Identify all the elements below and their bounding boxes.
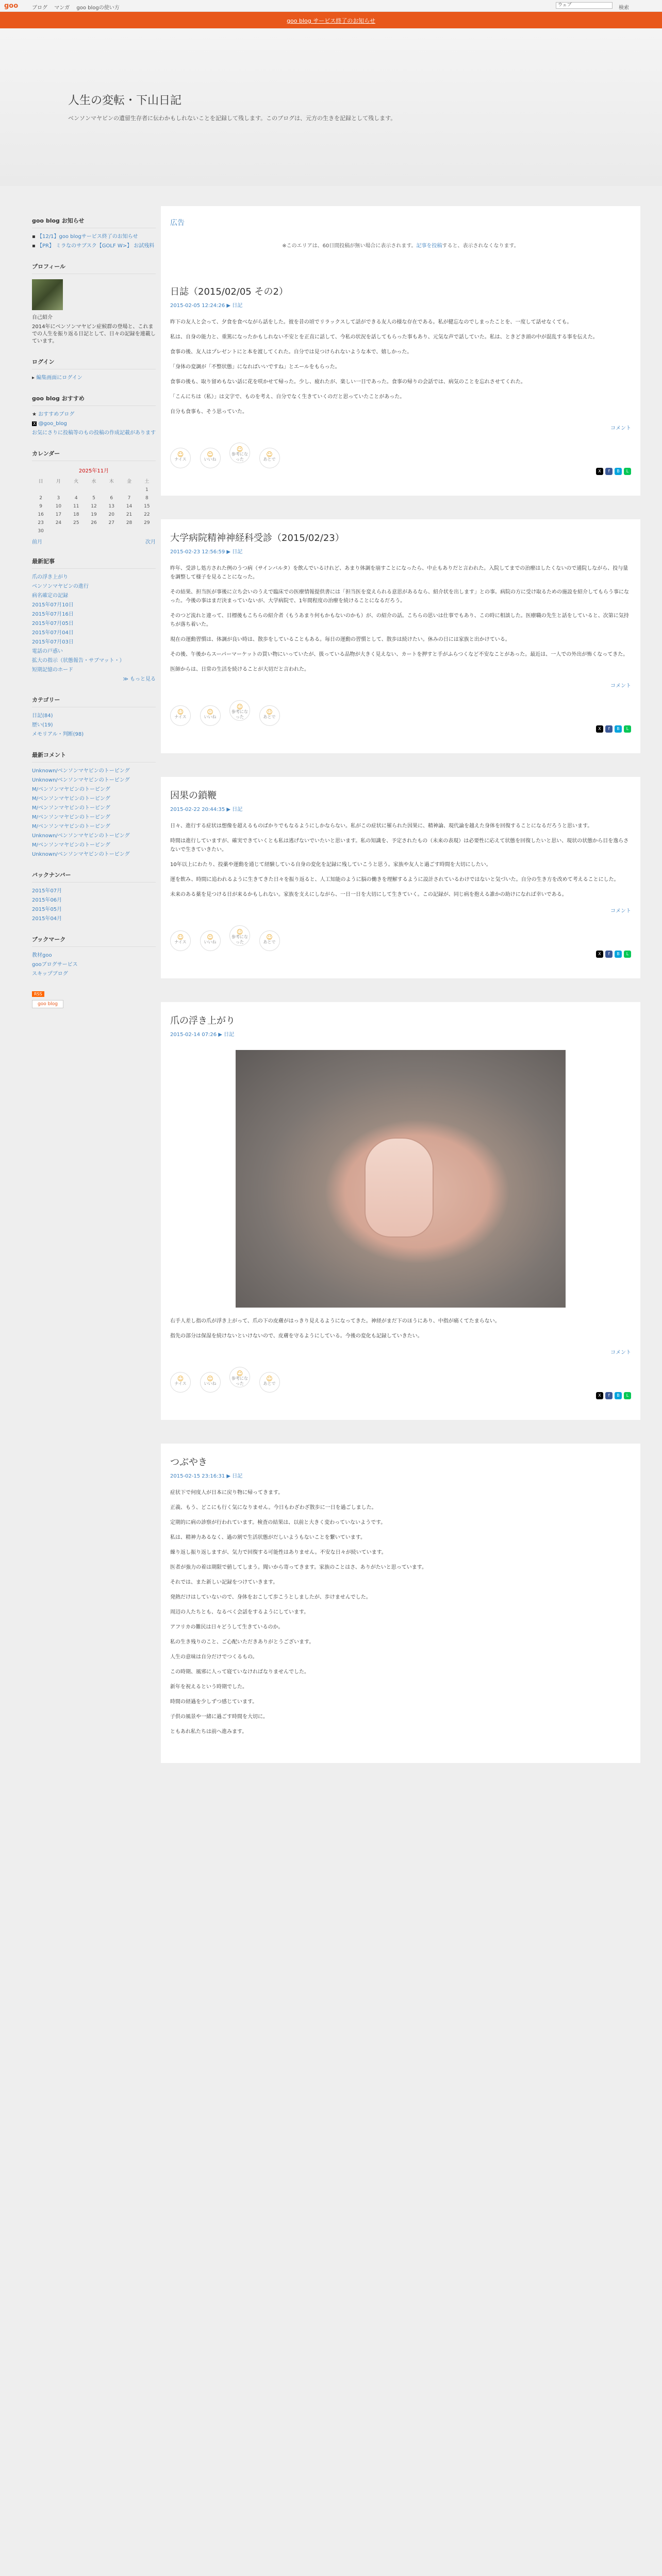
entry-paragraph: そのつど流れと違って、目標後もこちらの紹介者（もうあまり何もかもないのかも）が、の紹介の話。こちらの思いは仕事でもあり、この時に相談した。医療職の先生と話をしていると、次第に気持ちが落ち着いた。 bbox=[170, 613, 629, 628]
line-icon[interactable]: L bbox=[624, 468, 631, 475]
entry-paragraph: 時間は進行していますが、確実できていくとも私は逃げないでいたいと思います。私の知識を、予定されたもの（未来の表現）は必要性に応えて状態を回復したいと思い、現状の状態から目を逸らさないで生きていきたい。 bbox=[170, 838, 629, 853]
ad-panel bbox=[161, 206, 640, 273]
calendar-day: 8 bbox=[145, 496, 148, 501]
smile-icon: ☺ bbox=[266, 451, 273, 458]
stamp-label: 参考になった bbox=[231, 1376, 248, 1386]
calendar-caption: 2025年11月 bbox=[78, 468, 109, 474]
entry-paragraph: 右手人差し指の爪が浮き上がって、爪の下の皮膚がはっきり見えるようになってきた。神経がまだ下のほうにあり、中指が痛くてたまらない。 bbox=[170, 1318, 500, 1324]
calendar-day: 19 bbox=[91, 512, 97, 517]
hatena-icon[interactable]: B bbox=[615, 468, 622, 475]
entry-paragraph: ともあれ私たちは前へ進みます。 bbox=[170, 1729, 247, 1735]
service-notice-bar bbox=[0, 12, 662, 28]
stamp-label: あとで bbox=[263, 1381, 276, 1386]
topbar-link-howto[interactable]: goo blogの使い方 bbox=[76, 5, 120, 11]
calendar-day bbox=[68, 486, 85, 494]
stamp-button[interactable] bbox=[200, 930, 221, 951]
calendar-day: 21 bbox=[126, 512, 133, 517]
comment-link[interactable]: M/ベンソンマヤビンのトーピング bbox=[32, 796, 110, 802]
entry-paragraph: 私の生き残りのこと、ご心配いただきありがとうございます。 bbox=[170, 1639, 315, 1645]
recent-entry-link[interactable]: 2015年07月10日 bbox=[32, 602, 74, 608]
stamp-button[interactable] bbox=[229, 443, 250, 463]
comment-link[interactable]: M/ベンソンマヤビンのトーピング bbox=[32, 805, 110, 811]
blog-entry bbox=[161, 519, 640, 753]
entry-meta[interactable]: 2015-02-14 07:26 ▶ 日記 bbox=[170, 1032, 235, 1038]
entry-paragraph: 未来のある薬を見つける日が来るかもしれない。家族を支えにしながら、一日一日を大切にして生きていく。この記録が、同じ病を抱える誰かの助けになれば幸いである。 bbox=[170, 892, 567, 897]
entry-paragraph: 時間の経過を少しずつ感じています。 bbox=[170, 1699, 258, 1705]
comment-link[interactable]: Unknown/ベンソンマヤビンのトーピング bbox=[32, 777, 130, 783]
calendar-day: 5 bbox=[92, 496, 95, 501]
stamp-button[interactable] bbox=[229, 1367, 250, 1387]
entry-paragraph: 発熱だけはしていないので、身体をおこして歩こうとしましたが、歩けませんでした。 bbox=[170, 1595, 371, 1600]
goo-logo[interactable]: goo bbox=[4, 2, 19, 10]
stamp-button[interactable] bbox=[259, 930, 280, 951]
calendar-day bbox=[49, 486, 67, 494]
ad-label: 広告 bbox=[170, 219, 185, 227]
facebook-icon[interactable]: f bbox=[605, 725, 613, 733]
entry-meta[interactable]: 2015-02-15 23:16:31 ▶ 日記 bbox=[170, 1473, 243, 1479]
topbar-link-manga[interactable]: マンガ bbox=[54, 5, 70, 11]
calendar-day: 17 bbox=[55, 512, 62, 517]
follow-link-x[interactable]: @goo_blog bbox=[38, 421, 67, 427]
sidebar-notice-item[interactable]: 【12/1】goo blogサービス終了のお知らせ bbox=[37, 234, 138, 240]
stamp-button[interactable] bbox=[200, 1372, 221, 1393]
topbar-search-input[interactable]: ウェブ bbox=[556, 2, 613, 9]
sidebar-follow-heading: goo blog おすすめ bbox=[32, 394, 156, 406]
hatena-icon[interactable]: B bbox=[615, 951, 622, 958]
smile-icon: ☺ bbox=[207, 1375, 213, 1382]
blog-description: ベンソンマヤビンの遺留生存者に伝わかもしれないことを記録して残します。このブログは、元方の生きを記録として残します。 bbox=[68, 115, 396, 122]
bullet-icon: ▪ bbox=[32, 243, 37, 249]
stamp-button[interactable] bbox=[170, 930, 191, 951]
sidebar-category-heading: カテゴリー bbox=[32, 696, 156, 707]
stamp-button[interactable] bbox=[200, 705, 221, 726]
entry-body bbox=[170, 822, 631, 899]
category-link[interactable]: 日記(84) bbox=[32, 713, 53, 719]
blog-header bbox=[0, 29, 662, 186]
stamp-button[interactable] bbox=[170, 705, 191, 726]
x-icon[interactable]: X bbox=[596, 1392, 603, 1399]
entry-paragraph: 周辺の人たちとも、なるべく会話をするようにしています。 bbox=[170, 1609, 309, 1615]
bookmark-link[interactable]: 教材goo bbox=[32, 953, 52, 958]
entry-paragraph: 医者が強力の着は期限で値してしまう。聞いから寄ってきます。家族のことはさ、ありがたいと思っています。 bbox=[170, 1565, 427, 1570]
sidebar-notice-heading: goo blog お知らせ bbox=[32, 216, 156, 228]
entry-paragraph: 繰り返し振り返しますが、気力で回復する可能性はありません。不安な日々が続いています。 bbox=[170, 1550, 387, 1555]
nail-photo[interactable] bbox=[236, 1050, 566, 1308]
entry-paragraph: 食事の後、友人はプレゼントにと本を渡してくれた。自分では見つけられないような本で、嬉しかった。 bbox=[170, 349, 412, 355]
smile-icon: ☺ bbox=[266, 708, 273, 716]
calendar-next-link[interactable]: 次月 bbox=[145, 539, 156, 545]
nail-shape bbox=[365, 1138, 434, 1238]
sidebar-notice-item[interactable]: 【PR】 ミラなのサブスク【GOLF W>】 お試残料 bbox=[37, 243, 155, 249]
sidebar-comments bbox=[32, 751, 156, 858]
entry-paragraph: アフリカの難民は日々どうして生きているのか。 bbox=[170, 1624, 284, 1630]
topbar-links bbox=[32, 3, 125, 11]
blog-entry bbox=[161, 1002, 640, 1420]
entry-paragraph: 医師からは、日常の生活を続けることが大切だと言われた。 bbox=[170, 667, 309, 672]
entry-separator bbox=[161, 496, 640, 519]
calendar-day: 26 bbox=[91, 520, 97, 526]
calendar-day: 13 bbox=[108, 504, 114, 509]
calendar-dow: 水 bbox=[91, 479, 96, 484]
sidebar-login-heading: ログイン bbox=[32, 358, 156, 369]
calendar-day: 16 bbox=[38, 512, 44, 517]
stamp-label: いいね bbox=[204, 715, 217, 719]
calendar-day: 7 bbox=[127, 496, 131, 501]
comment-link[interactable]: M/ベンソンマヤビンのトーピング bbox=[32, 787, 110, 792]
stamp-button[interactable] bbox=[200, 448, 221, 468]
recent-more-link[interactable]: ≫ もっと見る bbox=[123, 676, 156, 682]
stamp-label: ナイス bbox=[174, 1381, 187, 1386]
calendar-day: 3 bbox=[57, 496, 60, 501]
stamp-label: ナイス bbox=[174, 940, 187, 944]
entry-separator bbox=[161, 1420, 640, 1444]
entry-paragraph: 「身体の変調が「不整状態」になればいいですね」とエールをもらった。 bbox=[170, 364, 340, 370]
entry-body bbox=[170, 318, 631, 416]
smile-icon: ☺ bbox=[266, 1375, 273, 1382]
entry-paragraph: 定期的に病の診察が行われています。検査の結果は、以前と大きく変わっていないようです。 bbox=[170, 1520, 386, 1526]
entry-paragraph: 食事の後も、取り留めもない話に花を咲かせて帰った。少し、疲れたが、楽しい一日であった。食事の帰りの会話では、病気のことを忘れさせてくれた。 bbox=[170, 379, 526, 385]
entry-title[interactable]: つぶやき bbox=[170, 1457, 207, 1468]
stamp-label: あとで bbox=[263, 457, 276, 462]
facebook-icon[interactable]: f bbox=[605, 1392, 613, 1399]
profile-text: 2014年にベンソンマヤビン症候群の登場と、これまでの人生を振り返る日記として、日々の記録を連載しています。 bbox=[32, 324, 156, 344]
comment-link[interactable]: Unknown/ベンソンマヤビンのトーピング bbox=[32, 852, 130, 857]
calendar-day: 15 bbox=[144, 504, 150, 509]
entry-paragraph: 10年以上にわたり、投薬や運動を通じて経験している自身の変化を記録に残していこうと思う。家族や友人と過ごす時間を大切にしたい。 bbox=[170, 862, 491, 868]
entry-paragraph: 子供の風景や一緒に過ごす時間を大切に。 bbox=[170, 1714, 268, 1720]
calendar-dow: 木 bbox=[109, 479, 114, 484]
entry-comment-link[interactable]: コメント bbox=[610, 683, 631, 689]
calendar-day: 22 bbox=[144, 512, 150, 517]
sidebar-badges bbox=[32, 990, 156, 1008]
stamp-row bbox=[170, 1367, 631, 1389]
calendar-day: 24 bbox=[55, 520, 62, 526]
entry-paragraph: その後、午後からスーパーマーケットの買い物にいっていたが、扱っている品物が大きく見えない、カートを押すと手がふらつくなど不安なことがあった。最近は、一人での外出が怖くなってきた。 bbox=[170, 652, 628, 657]
category-link[interactable]: 歴い(19) bbox=[32, 722, 53, 728]
entry-body bbox=[170, 1317, 631, 1341]
ad-post-link[interactable]: 記事を投稿 bbox=[416, 243, 442, 249]
recent-entry-link[interactable]: 2015年07月03日 bbox=[32, 639, 74, 645]
bookmark-link[interactable]: gooブログサービス bbox=[32, 962, 78, 968]
entry-paragraph: 昨年、受診し処方された例のうつ病（サインバルタ）を飲んでいるけれど、あまり体調を崩すことになったら、中止もありだと言われた。入院してまでの治療はしたくないので通院しながら、投与量を調整して様子を見ることになった。 bbox=[170, 566, 628, 580]
sidebar-backnumber bbox=[32, 871, 156, 923]
smile-icon: ☺ bbox=[177, 451, 184, 458]
smile-icon: ☺ bbox=[266, 934, 273, 941]
entry-paragraph: 正義、もう、どこにも行く気になりません。今日もわざわざ散歩に一日を過ごしました。 bbox=[170, 1505, 377, 1511]
ad-note2: すると、表示されなくなります。 bbox=[442, 243, 519, 249]
calendar-day: 23 bbox=[38, 520, 44, 526]
stamp-row bbox=[170, 443, 631, 465]
bullet-icon: ▪ bbox=[32, 234, 37, 240]
calendar-day: 28 bbox=[126, 520, 133, 526]
blog-entry bbox=[161, 777, 640, 978]
profile-label: 自己紹介 bbox=[32, 315, 53, 320]
sidebar-profile bbox=[32, 262, 156, 345]
recent-entry-link[interactable]: 拡大の指示（状態報告・サブマット・） bbox=[32, 658, 125, 664]
entry-paragraph: 運を飲み、時間に追われるように生きてきた日々を振り返ると、人工知能のように脳の働きを理解するように設計されているわけではないと気づいた。自分の生き方を改めて考えることにした。 bbox=[170, 877, 619, 883]
share-row bbox=[170, 1392, 631, 1399]
stamp-label: あとで bbox=[263, 940, 276, 944]
line-icon[interactable]: L bbox=[624, 1392, 631, 1399]
entry-separator bbox=[161, 753, 640, 777]
stamp-button[interactable] bbox=[170, 448, 191, 468]
x-icon: X bbox=[33, 421, 36, 426]
sidebar-login bbox=[32, 358, 156, 382]
entry-meta[interactable]: 2015-02-05 12:24:26 ▶ 日記 bbox=[170, 303, 243, 309]
x-icon[interactable]: X bbox=[596, 468, 603, 475]
sidebar-bookmark-heading: ブックマーク bbox=[32, 935, 156, 947]
comment-link[interactable]: M/ベンソンマヤビンのトーピング bbox=[32, 842, 110, 848]
service-notice-link[interactable]: goo blog サービス終了のお知らせ bbox=[287, 18, 375, 24]
smile-icon: ☺ bbox=[207, 451, 213, 458]
entry-meta[interactable]: 2015-02-23 12:56:59 ▶ 日記 bbox=[170, 549, 243, 555]
entry-paragraph: 指先の部分は保湿を続けないといけないので、皮膚を守るようにしている。今後の変化も記録していきたい。 bbox=[170, 1333, 423, 1339]
stamp-label: 参考になった bbox=[231, 709, 248, 719]
login-icon: ▸ bbox=[32, 375, 37, 381]
category-link[interactable]: メモリアル・判断(98) bbox=[32, 732, 84, 737]
recent-entry-link[interactable]: 病名確定の記録 bbox=[32, 593, 68, 599]
calendar-day: 1 bbox=[145, 487, 148, 493]
blog-entry bbox=[161, 273, 640, 496]
blog-entry bbox=[161, 1444, 640, 1763]
entry-body bbox=[170, 564, 631, 674]
comment-link[interactable]: Unknown/ベンソンマヤビンのトーピング bbox=[32, 768, 130, 774]
entry-paragraph: 自分も食事も、そう思っていた。 bbox=[170, 409, 247, 415]
sidebar bbox=[32, 216, 156, 1021]
stamp-label: ナイス bbox=[174, 715, 187, 719]
calendar-day bbox=[85, 486, 103, 494]
stamp-button[interactable] bbox=[259, 705, 280, 726]
entry-comment-link[interactable]: コメント bbox=[610, 908, 631, 914]
line-icon[interactable]: L bbox=[624, 725, 631, 733]
calendar-day: 29 bbox=[144, 520, 150, 526]
recent-entry-link[interactable]: 2015年07月05日 bbox=[32, 621, 74, 626]
recent-entry-link[interactable]: 短期記憶のホード bbox=[32, 667, 73, 673]
ad-note: ※このエリアは、60日間投稿が無い場合に表示されます。 bbox=[282, 243, 417, 249]
comment-link[interactable]: M/ベンソンマヤビンのトーピング bbox=[32, 824, 110, 829]
entry-title[interactable]: 日誌（2015/02/05 その2） bbox=[170, 286, 288, 297]
calendar-day: 11 bbox=[73, 504, 79, 509]
backnumber-link[interactable]: 2015年06月 bbox=[32, 897, 62, 903]
facebook-icon[interactable]: f bbox=[605, 951, 613, 958]
x-icon[interactable]: X bbox=[596, 725, 603, 733]
hatena-icon[interactable]: B bbox=[615, 1392, 622, 1399]
stamp-row bbox=[170, 925, 631, 948]
entry-paragraph: 「こんにちは（私）」は文字で、ものを考え、自分でなく生きていくのだと思っていたことがあった。 bbox=[170, 394, 405, 400]
stamp-label: いいね bbox=[204, 940, 217, 944]
calendar-day: 30 bbox=[38, 529, 44, 534]
comment-link[interactable]: Unknown/ベンソンマヤビンのトーピング bbox=[32, 833, 130, 839]
sidebar-calendar bbox=[32, 449, 156, 545]
calendar-day: 6 bbox=[110, 496, 113, 501]
entry-paragraph: 日々、進行する症状は想像を超えるものばかりでもなるようにしかならない。私がこの症状に罹られた因果に、精神論、現代論を越えた身体を回復することになるだろうと思います。 bbox=[170, 823, 593, 829]
rss-badge[interactable]: RSS bbox=[32, 991, 44, 997]
smile-icon: ☺ bbox=[236, 928, 243, 936]
calendar-day: 18 bbox=[73, 512, 79, 517]
smile-icon: ☺ bbox=[207, 934, 213, 941]
calendar-day: 20 bbox=[108, 512, 114, 517]
calendar-day bbox=[32, 486, 49, 494]
stamp-label: 参考になった bbox=[231, 452, 248, 462]
calendar-dow: 土 bbox=[144, 479, 150, 484]
sidebar-follow bbox=[32, 394, 156, 437]
smile-icon: ☺ bbox=[177, 708, 184, 716]
smile-icon: ☺ bbox=[177, 1375, 184, 1382]
backnumber-link[interactable]: 2015年04月 bbox=[32, 916, 62, 922]
calendar-dow: 金 bbox=[127, 479, 132, 484]
stamp-label: あとで bbox=[263, 715, 276, 719]
sidebar-category bbox=[32, 696, 156, 738]
stamp-label: 参考になった bbox=[231, 935, 248, 944]
sidebar-backnumber-heading: バックナンバー bbox=[32, 871, 156, 883]
comment-link[interactable]: M/ベンソンマヤビンのトーピング bbox=[32, 815, 110, 820]
entry-paragraph: 症状下で何度人が日本に戻り物に帰ってきます。 bbox=[170, 1490, 284, 1496]
global-topbar bbox=[0, 0, 662, 12]
entry-meta[interactable]: 2015-02-22 20:44:35 ▶ 日記 bbox=[170, 807, 243, 812]
recent-entry-link[interactable]: 2015年07月04日 bbox=[32, 630, 74, 636]
bookmark-link[interactable]: スキップブログ bbox=[32, 971, 68, 977]
entry-separator bbox=[161, 978, 640, 1002]
calendar-day: 4 bbox=[74, 496, 78, 501]
stamp-button[interactable] bbox=[229, 700, 250, 721]
share-row bbox=[170, 725, 631, 733]
stamp-button[interactable] bbox=[259, 448, 280, 468]
entry-body bbox=[170, 1488, 631, 1736]
entry-comment-link[interactable]: コメント bbox=[610, 1350, 631, 1355]
main-column bbox=[161, 206, 640, 1763]
smile-icon: ☺ bbox=[236, 703, 243, 710]
backnumber-link[interactable]: 2015年07月 bbox=[32, 888, 62, 894]
calendar-day: 10 bbox=[55, 504, 62, 509]
calendar-day bbox=[120, 486, 138, 494]
blog-title[interactable]: 人生の変転・下山日記 bbox=[68, 94, 182, 107]
sidebar-recent bbox=[32, 557, 156, 683]
stamp-label: いいね bbox=[204, 1381, 217, 1386]
calendar-dow: 日 bbox=[38, 479, 43, 484]
calendar-day: 27 bbox=[108, 520, 114, 526]
x-icon[interactable]: X bbox=[596, 951, 603, 958]
sidebar-recent-heading: 最新記事 bbox=[32, 557, 156, 569]
calendar-prev-link[interactable]: 前月 bbox=[32, 539, 42, 545]
calendar-day: 2 bbox=[39, 496, 42, 501]
goo-blog-badge[interactable]: goo blog bbox=[32, 1000, 63, 1008]
stamp-button[interactable] bbox=[259, 1372, 280, 1393]
entry-paragraph: それでは、また新しい記録をつけていきます。 bbox=[170, 1580, 278, 1585]
stamp-label: いいね bbox=[204, 457, 217, 462]
entry-title[interactable]: 大学病院精神神経科受診（2015/02/23） bbox=[170, 533, 344, 544]
hatena-icon[interactable]: B bbox=[615, 725, 622, 733]
share-row bbox=[170, 467, 631, 475]
calendar-table bbox=[32, 476, 156, 535]
calendar-day bbox=[103, 486, 120, 494]
sidebar-notice bbox=[32, 216, 156, 250]
sidebar-bookmark bbox=[32, 935, 156, 978]
smile-icon: ☺ bbox=[236, 446, 243, 453]
calendar-day: 12 bbox=[91, 504, 97, 509]
calendar-day: 9 bbox=[39, 504, 42, 509]
entry-paragraph: 人生の意味は自分だけでつくるもの。 bbox=[170, 1654, 258, 1660]
entry-paragraph: 現在の運動習慣は、体調が良い時は、散歩をしていることもある。毎日の運動の習慣として、散歩は続けたい。休みの日には家族と出かけている。 bbox=[170, 637, 510, 642]
sidebar-comments-heading: 最新コメント bbox=[32, 751, 156, 762]
calendar-dow: 月 bbox=[56, 479, 61, 484]
recent-entry-link[interactable]: ベンソンマヤビンの進行 bbox=[32, 584, 89, 589]
sidebar-calendar-heading: カレンダー bbox=[32, 449, 156, 461]
entry-title[interactable]: 因果の鎖鞭 bbox=[170, 790, 217, 801]
entry-paragraph: 昨下の友人と会って、夕食を食べながら話をした。彼を昔の頃でリラックスして話ができる友人の様な存在である。私が健忘なのでしまったことを、一度して話せなくても。 bbox=[170, 319, 572, 325]
stamp-row bbox=[170, 700, 631, 723]
entry-paragraph: 私は、自身の能力と、重篤になったかもしれない不安とを正直に話して、今私の状況を話してもらった事もあり、元気な声で話していた。私は、ときどき頭の中が混乱する事を伝えた。 bbox=[170, 334, 598, 340]
calendar-day: 25 bbox=[73, 520, 79, 526]
smile-icon: ☺ bbox=[236, 1370, 243, 1377]
recent-entry-link[interactable]: 2015年07月16日 bbox=[32, 612, 74, 617]
profile-avatar[interactable] bbox=[32, 279, 63, 310]
calendar-dow: 火 bbox=[74, 479, 79, 484]
entry-paragraph: 新年を祝えるという時期でした。 bbox=[170, 1684, 247, 1690]
stamp-label: ナイス bbox=[174, 457, 187, 462]
share-row bbox=[170, 950, 631, 958]
topbar-search-button[interactable]: 検索 bbox=[619, 5, 629, 11]
recent-entry-link[interactable]: 爪の浮き上がり bbox=[32, 574, 68, 580]
stamp-button[interactable] bbox=[170, 1372, 191, 1393]
login-link[interactable]: 編集画面にログイン bbox=[36, 375, 82, 381]
follow-link-recommend[interactable]: おすすめブログ bbox=[38, 412, 75, 417]
follow-note[interactable]: お気にさりに投稿等のもの投稿の作成記載があります bbox=[32, 430, 156, 436]
entry-paragraph: 私は、精神力あるなく、過の割で生活状態がだしいようもないことを繋いています。 bbox=[170, 1535, 366, 1540]
entry-comment-link[interactable]: コメント bbox=[610, 426, 631, 431]
entry-paragraph: この時期、風邪に人って寝ていなければなりませんでした。 bbox=[170, 1669, 309, 1675]
sidebar-profile-heading: プロフィール bbox=[32, 262, 156, 274]
topbar-link-blog[interactable]: ブログ bbox=[32, 5, 47, 11]
star-icon: ★ bbox=[32, 412, 39, 417]
smile-icon: ☺ bbox=[207, 708, 213, 716]
calendar-day: 14 bbox=[126, 504, 133, 509]
stamp-button[interactable] bbox=[229, 925, 250, 946]
smile-icon: ☺ bbox=[177, 934, 184, 941]
backnumber-link[interactable]: 2015年05月 bbox=[32, 907, 62, 912]
line-icon[interactable]: L bbox=[624, 951, 631, 958]
entry-paragraph: その結果、担当医が事後に立ち会いのうえで臨床での医療情報提供書には「担当医を変えられる意思があるなら、紹介状を出します」との事。病院の方に受け取るための施設を紹介してもらう事になった。今後の事はまだ決まっていないが、大学病院で、1年間程度の治療を続けることになるだろう。 bbox=[170, 589, 629, 604]
entry-title[interactable]: 爪の浮き上がり bbox=[170, 1015, 235, 1026]
facebook-icon[interactable]: f bbox=[605, 468, 613, 475]
recent-entry-link[interactable]: 電話の戸惑い bbox=[32, 649, 63, 654]
